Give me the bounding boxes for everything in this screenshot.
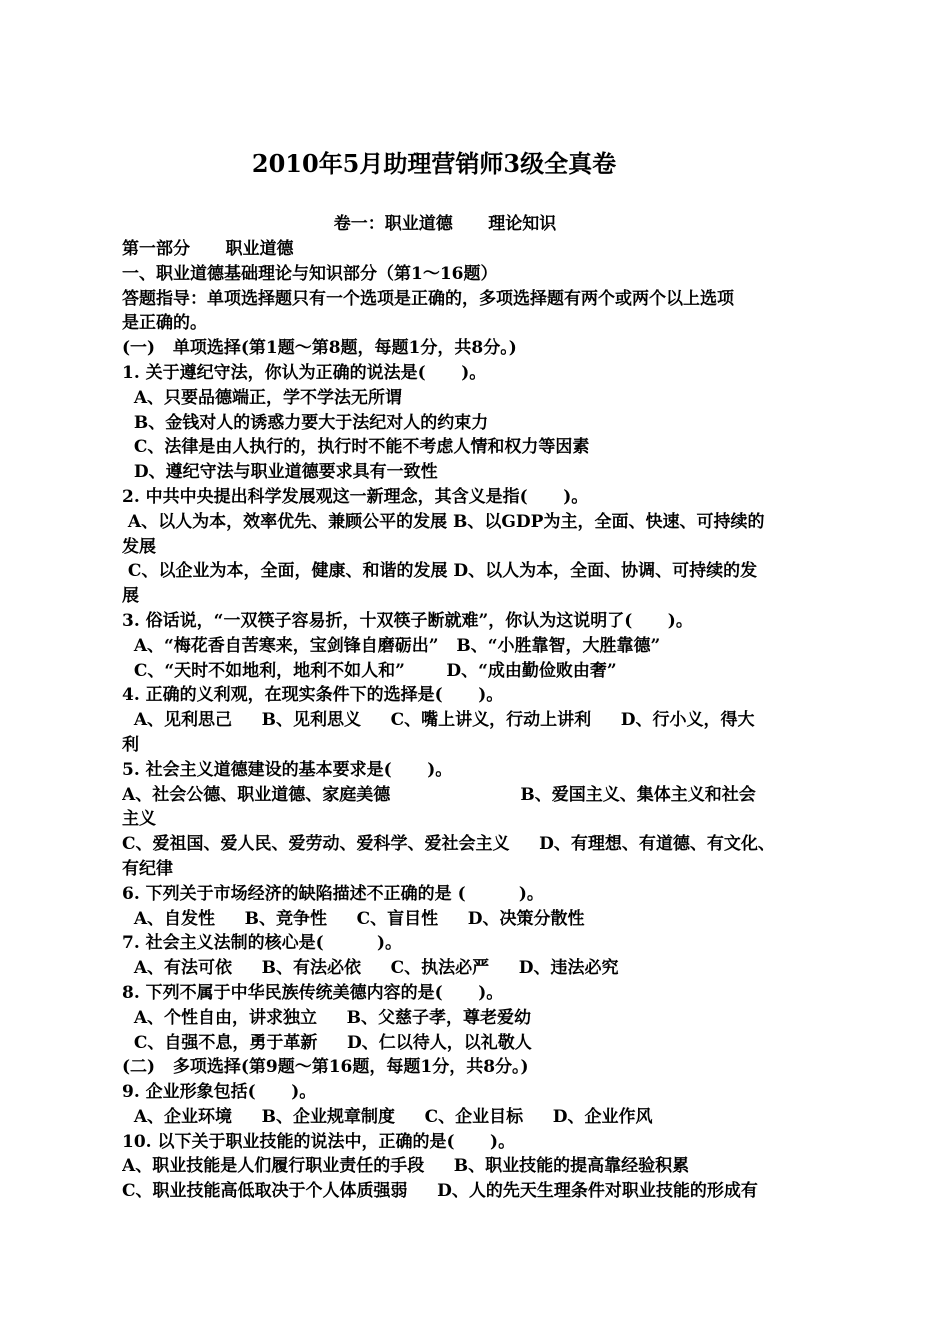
text-line: 7. 社会主义法制的核心是( )。 (122, 933, 403, 954)
text-line: A、社会公德、职业道德、家庭美德 B、爱国主义、集体主义和社会 (122, 784, 756, 805)
text-line: (一) 单项选择(第1题～第8题，每题1分，共8分。) (122, 338, 517, 359)
text-line: 10. 以下关于职业技能的说法中，正确的是( )。 (122, 1131, 516, 1152)
text-line: 6. 下列关于市场经济的缺陷描述不正确的是 ( )。 (122, 883, 544, 904)
text-line: C、以企业为本，全面，健康、和谐的发展 D、以人为本，全面、协调、可持续的发 (122, 561, 758, 582)
text-line: A、以人为本，效率优先、兼顾公平的发展 B、以GDP为主，全面、快速、可持续的 (122, 511, 765, 532)
text-line: A、职业技能是人们履行职业责任的手段 B、职业技能的提高靠经验积累 (122, 1156, 690, 1177)
text-line: 8. 下列不属于中华民族传统美德内容的是( )。 (122, 982, 504, 1003)
document-title: 2010年5月助理营销师3级全真卷 (251, 149, 617, 178)
document-body (122, 237, 842, 1204)
text-line: 3. 俗话说，“一双筷子容易折，十双筷子断就难”，你认为这说明了( )。 (122, 610, 693, 631)
text-line: C、“天时不如地利，地利不如人和” D、“成由勤俭败由奢” (122, 660, 617, 681)
text-line: 第一部分 职业道德 (122, 239, 294, 259)
text-line: A、见利思己 B、见利思义 C、嘴上讲义，行动上讲利 D、行小义，得大 (122, 710, 755, 731)
text-line: 发展 (122, 536, 156, 557)
text-line: 展 (122, 586, 139, 607)
text-line: A、“梅花香自苦寒来，宝剑锋自磨砺出” B、“小胜靠智，大胜靠德” (122, 635, 661, 656)
text-line: 4. 正确的义利观，在现实条件下的选择是( )。 (122, 685, 504, 706)
text-line: C、职业技能高低取决于个人体质强弱 D、人的先天生理条件对职业技能的形成有 (122, 1181, 758, 1202)
text-line: A、自发性 B、竞争性 C、盲目性 D、决策分散性 (122, 908, 585, 929)
text-line: A、只要品德端正，学不学法无所谓 (122, 387, 403, 408)
text-line: 一、职业道德基础理论与知识部分（第1～16题） (122, 263, 498, 284)
text-line: 9. 企业形象包括( )。 (122, 1082, 317, 1103)
text-line: C、爱祖国、爱人民、爱劳动、爱科学、爱社会主义 D、有理想、有道德、有文化、 (122, 834, 775, 855)
text-line: 主义 (122, 809, 156, 830)
text-line: 1. 关于遵纪守法，你认为正确的说法是( )。 (122, 362, 487, 383)
text-line: C、法律是由人执行的，执行时不能不考虑人情和权力等因素 (122, 437, 590, 458)
text-line: B、金钱对人的诱惑力要大于法纪对人的约束力 (122, 412, 489, 433)
text-line: 2. 中共中央提出科学发展观这一新理念，其含义是指( )。 (122, 486, 589, 507)
text-line: A、有法可依 B、有法必依 C、执法必严 D、违法必究 (122, 958, 619, 979)
text-line: (二) 多项选择(第9题～第16题，每题1分，共8分。) (122, 1057, 529, 1078)
text-line: C、自强不息，勇于革新 D、仁以待人，以礼敬人 (122, 1032, 532, 1053)
text-line: 答题指导：单项选择题只有一个选项是正确的，多项选择题有两个或两个以上选项 (122, 288, 734, 309)
text-line: A、个性自由，讲求独立 B、父慈子孝，尊老爱幼 (122, 1007, 531, 1028)
text-line: 利 (122, 734, 139, 755)
text-line: 5. 社会主义道德建设的基本要求是( )。 (122, 759, 453, 780)
document-subtitle: 卷一：职业道德 理论知识 (333, 214, 557, 234)
text-line: 是正确的。 (122, 313, 207, 334)
text-line: 有纪律 (122, 858, 173, 879)
text-line: A、企业环境 B、企业规章制度 C、企业目标 D、企业作风 (122, 1106, 653, 1127)
text-line: D、遵纪守法与职业道德要求具有一致性 (122, 462, 438, 483)
